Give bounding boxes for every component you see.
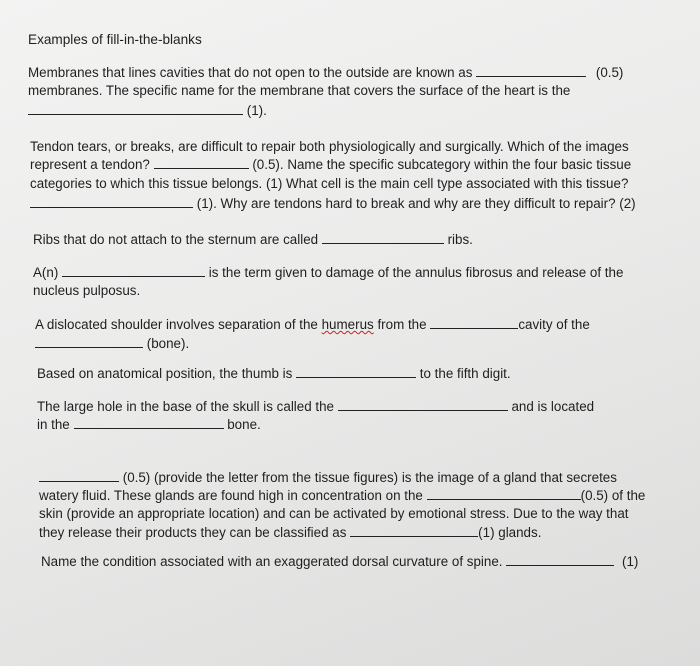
q5-humerus-word: humerus (321, 317, 374, 332)
q6-blank[interactable] (296, 365, 416, 378)
q9-line (41, 553, 638, 570)
q8-blank-3[interactable] (350, 524, 478, 537)
q2-text-2a: represent a tendon? (30, 157, 150, 172)
q1-points-1: (0.5) (595, 65, 624, 80)
q1-line-2: membranes. The specific name for the membrane that covers the surface of the heart is the (28, 83, 571, 98)
q1-points-2: (1). (246, 103, 267, 118)
q2-line-3: categories to which this tissue belongs. (1) What cell is the main cell type associated with this tissue? (30, 176, 629, 191)
q6-text-a: Based on anatomical position, the thumb is (37, 366, 293, 381)
q7-text-b: and is located (511, 399, 595, 414)
q2-text-2b: (0.5). Name the specific subcategory within the four basic tissue (252, 157, 632, 172)
q5-text-b: from the (377, 317, 427, 332)
q3-blank[interactable] (322, 231, 444, 244)
q5-text-d: (bone). (146, 336, 190, 351)
q7-line-1 (37, 398, 594, 415)
q8-line-3: skin (provide an appropriate location) and can be activated by emotional stress. Due to the way that (39, 506, 629, 521)
q6-text-b: to the fifth digit. (419, 366, 511, 381)
q5-line-2 (35, 335, 189, 352)
q7-text-a: The large hole in the base of the skull is called the (37, 399, 335, 414)
q3-line (33, 231, 473, 248)
q5-blank-2[interactable] (35, 335, 143, 348)
q7-text-c: in the (37, 417, 70, 432)
q2-blank-2[interactable] (30, 195, 193, 208)
q8-blank-2[interactable] (427, 487, 581, 500)
q8-text-2a: watery fluid. These glands are found high in concentration on the (39, 488, 423, 503)
q2-line-4 (30, 195, 636, 212)
q5-blank-1[interactable] (430, 316, 518, 329)
q3-text-b: ribs. (447, 232, 473, 247)
q3-text-a: Ribs that do not attach to the sternum are called (33, 232, 319, 247)
q2-line-2 (30, 156, 631, 173)
q7-blank-1[interactable] (338, 398, 508, 411)
q1-text-1a: Membranes that lines cavities that do not open to the outside are known as (28, 65, 473, 80)
q5-text-a: A dislocated shoulder involves separation of the (35, 317, 318, 332)
q4-line-1 (33, 264, 623, 281)
q8-line-4 (39, 524, 541, 541)
q8-text-4a: they release their products they can be classified as (39, 525, 347, 540)
q2-line-1: Tendon tears, or breaks, are difficult to repair both physiologically and surgically. Which of the images (30, 139, 629, 154)
q8-text-1: (0.5) (provide the letter from the tissue figures) is the image of a gland that secretes (122, 470, 617, 485)
q5-text-c: cavity of the (518, 317, 590, 332)
q6-line (37, 365, 511, 382)
q4-text-b: is the term given to damage of the annulus fibrosus and release of the (208, 265, 624, 280)
q7-blank-2[interactable] (74, 416, 224, 429)
q9-blank[interactable] (506, 553, 614, 566)
q7-text-d: bone. (227, 417, 261, 432)
q8-blank-1[interactable] (39, 469, 119, 482)
q8-line-2 (39, 487, 645, 504)
q4-line-2: nucleus pulposus. (33, 283, 141, 298)
q8-line-1 (39, 469, 617, 486)
q1-line-1 (28, 64, 623, 81)
q9-points: (1) (621, 554, 639, 569)
q4-blank[interactable] (62, 264, 205, 277)
q7-line-2 (37, 416, 261, 433)
worksheet-title: Examples of fill-in-the-blanks (28, 32, 202, 47)
q9-text-a: Name the condition associated with an exaggerated dorsal curvature of spine. (41, 554, 503, 569)
q1-line-3 (28, 102, 267, 119)
q5-line-1 (35, 316, 590, 333)
q2-blank-1[interactable] (154, 156, 249, 169)
q4-text-a: A(n) (33, 265, 59, 280)
q1-blank-1[interactable] (476, 64, 586, 77)
q1-blank-2[interactable] (28, 102, 243, 115)
q8-text-2b: (0.5) of the (580, 488, 646, 503)
q2-text-4: (1). Why are tendons hard to break and why are they difficult to repair? (2) (196, 196, 636, 211)
q8-text-4b: (1) glands. (478, 525, 542, 540)
